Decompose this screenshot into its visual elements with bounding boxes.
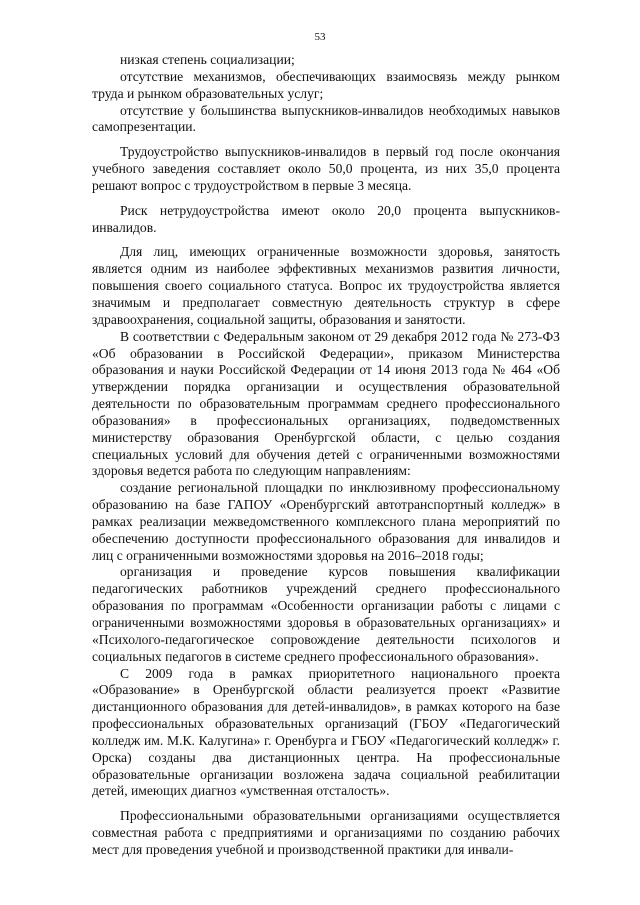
page-number: 53 xyxy=(314,31,326,43)
paragraph-11: Профессиональными образовательными организациями осуществляется совместная работа с предприятиями и организациями по созданию рабочих мест для проведения учебной и производственной практики для инвали- xyxy=(92,808,560,857)
paragraph-6: Для лиц, имеющих ограниченные возможности здоровья, занятость является одним из наиболее эффективных механизмов развития личности, повышения своего социального статуса. Вопрос их трудоустройства является значимым и предполагает совместную деятельность структур в сфере здравоохранения, социальной защиты, образования и занятости. xyxy=(92,244,560,327)
document-body xyxy=(92,52,560,859)
paragraph-2: отсутствие механизмов, обеспечивающих взаимосвязь между рынком труда и рынком образовательных услуг; xyxy=(92,68,560,101)
paragraph-8: создание региональной площадки по инклюзивному профессиональному образованию на базе ГАПОУ «Оренбургский автотранспортный колледж» в рамках реализации межведомственного комплексного плана мероприятий по обеспечению доступности профессионального образования для инвалидов и лиц с ограниченными возможностями здоровья на 2016–2018 годы; xyxy=(92,480,560,563)
paragraph-9: организация и проведение курсов повышения квалификации педагогических работников учреждений среднего профессионального образования по программам «Особенности организации работы с лицами с ограниченными возможностями здоровья в образовательных организациях» и «Психолого-педагогическое сопровождение деятельности психологов и социальных педагогов в системе среднего профессионального образования». xyxy=(92,564,560,664)
paragraph-7: В соответствии с Федеральным законом от 29 декабря 2012 года № 273-ФЗ «Об образовании в Российской Федерации», приказом Министерства образования и науки Российской Федерации от 14 июня 2013 года № 464 «Об утверждении порядка организации и осуществления образовательной деятельности по образовательным программам среднего профессионального образования» в профессиональных организациях, подведомственных министерству образования Оренбургской области, с целью создания специальных условий для обучения детей с ограниченными возможностями здоровья ведется работа по следующим направлениям: xyxy=(92,328,560,479)
paragraph-10: С 2009 года в рамках приоритетного национального проекта «Образование» в Оренбургской области реализуется проект «Развитие дистанционного образования для детей-инвалидов», в рамках которого на базе профессиональных образовательных организаций (ГБОУ «Педагогический колледж им. М.К. Калугина» г. Оренбурга и ГБОУ «Педагогический колледж» г. Орска) созданы два дистанционных центра. На профессиональные образовательные организации возложена задача социальной реабилитации детей, имеющих диагноз «умственная отсталость». xyxy=(92,665,560,799)
paragraph-4: Трудоустройство выпускников-инвалидов в первый год после окончания учебного заведения составляет около 50,0 процента, из них 35,0 процента решают вопрос с трудоустройством в первые 3 месяца. xyxy=(92,144,560,193)
paragraph-1: низкая степень социализации; xyxy=(120,52,295,67)
paragraph-3: отсутствие у большинства выпускников-инвалидов необходимых навыков самопрезентации. xyxy=(92,102,560,135)
paragraph-5: Риск нетрудоустройства имеют около 20,0 процента выпускников-инвалидов. xyxy=(92,202,560,235)
